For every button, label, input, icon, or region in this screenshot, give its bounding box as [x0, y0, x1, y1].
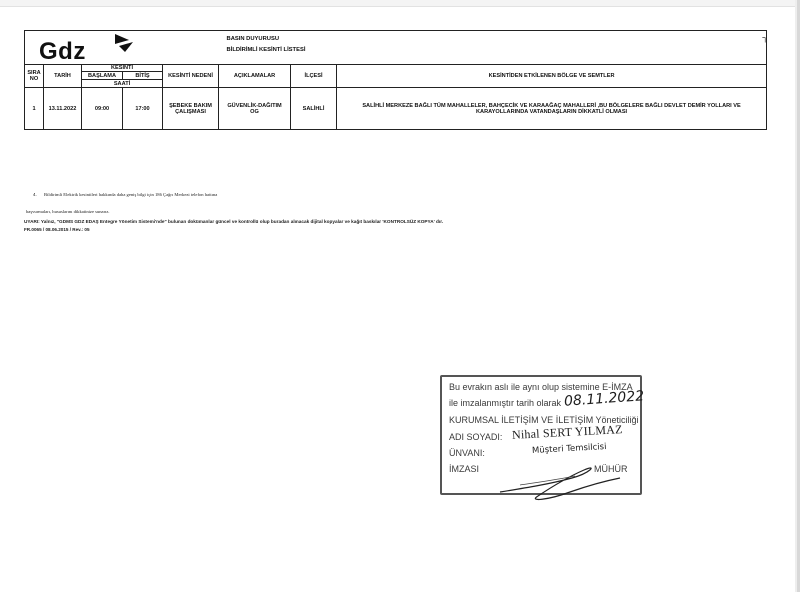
viewer-top-bar	[0, 0, 800, 7]
col-header-neden: KESİNTİ NEDENİ	[163, 65, 219, 88]
col-header-bolge: KESİNTİDEN ETKİLENEN BÖLGE VE SEMTLER	[337, 65, 767, 88]
cell-ilce: SALİHLİ	[291, 88, 337, 130]
handwritten-signature	[480, 440, 640, 510]
stamp-line-4: ADI SOYADI:	[449, 432, 503, 442]
cell-baslama: 09:00	[82, 88, 123, 130]
cell-bitis: 17:00	[123, 88, 163, 130]
col-header-baslama: BAŞLAMA	[82, 72, 123, 80]
cell-bolge: SALİHLİ MERKEZE BAĞLI TÜM MAHALLELER, BAHÇECİK VE KARAAĞAÇ MAHALLERİ ,BU BÖLGELERE BAĞLI DEVLET DEMİR YOLLARI VE KARAYOLLARINDA VATANDAŞLARIN DİKKATLİ OLMASI	[337, 88, 767, 130]
note-number: 4.	[33, 192, 37, 197]
col-header-kesinti: KESİNTİ	[82, 65, 163, 72]
warning-text: UYARI: Yalnız, "GDMS GDZ EDAŞ Entegre Yönetim Sistemi'nde" bulunan dokümanlar güncel ve kontrollü olup buradan alınacak dijital kopyalar ve kağıt baskılar 'KONTROLSÜZ KOPYA' dır.	[24, 219, 444, 224]
document-subtitle: BİLDİRİMLİ KESİNTİ LİSTESİ	[226, 46, 306, 53]
gdz-logo-mark-icon	[113, 32, 135, 54]
cell-aciklama: GÜVENLİK-DAĞITIM OG	[219, 88, 291, 130]
handwritten-date: 08.11.2022	[563, 388, 645, 410]
title-cell	[219, 31, 767, 65]
note-line-2: başvurmaları, hususlarını dikkatinize sunarız.	[26, 209, 110, 214]
outage-table	[24, 30, 767, 130]
cell-sira: 1	[25, 88, 44, 130]
cell-tarih: 13.11.2022	[44, 88, 82, 130]
page-edge-shadow	[795, 0, 797, 592]
stamp-muhur: MÜHÜR	[594, 464, 628, 474]
note-line-1: Bildirimli Elektrik kesintileri hakkında daha geniş bilgi için 186 Çağrı Merkezi telefon hattına	[44, 192, 218, 197]
col-header-tarih: TARİH	[44, 65, 82, 88]
corner-mark-icon: ┐	[762, 33, 769, 42]
stamp-line-1: Bu evrakın aslı ile aynı olup sistemine E-İMZA	[449, 382, 633, 392]
col-header-saati: SAATİ	[82, 80, 163, 88]
col-header-sira: SIRA NO	[25, 65, 44, 88]
col-header-bitis: BİTİŞ	[123, 72, 163, 80]
col-header-aciklamalar: AÇIKLAMALAR	[219, 65, 291, 88]
stamp-line-6: İMZASI	[449, 464, 480, 474]
document-title: BASIN DUYURUSU	[226, 36, 280, 42]
col-header-ilcesi: İLÇESİ	[291, 65, 337, 88]
stamp-line-2: ile imzalanmıştır tarih olarak	[449, 398, 562, 408]
form-code: FR.0065 / 08.06.2015 / Rev.: 05	[24, 227, 90, 232]
cell-neden: ŞEBEKE BAKIM ÇALIŞMASI	[163, 88, 219, 130]
announcement-document	[24, 30, 769, 140]
stamp-line-3: KURUMSAL İLETİŞİM VE İLETİŞİM Yöneticiliği	[449, 415, 639, 425]
gdz-logo: Gdz	[39, 38, 86, 65]
logo-cell	[25, 31, 219, 65]
stamp-line-5: ÜNVANI:	[449, 448, 485, 458]
stamped-name: Nihal SERT YILMAZ	[511, 422, 623, 442]
stamped-title: Müşteri Temsilcisi	[531, 442, 607, 456]
